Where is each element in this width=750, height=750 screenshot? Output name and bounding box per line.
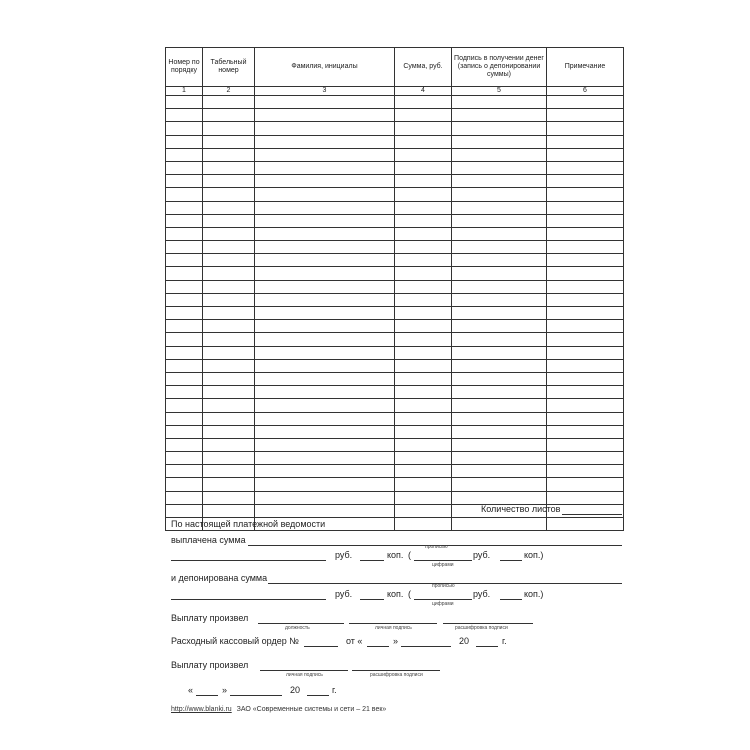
table-row xyxy=(166,320,624,333)
table-cell[interactable] xyxy=(452,333,547,346)
table-row xyxy=(166,307,624,320)
table-cell[interactable] xyxy=(203,175,255,188)
table-cell[interactable] xyxy=(452,161,547,174)
table-cell[interactable] xyxy=(395,241,452,254)
paid-digits-rub-label: руб. xyxy=(473,550,491,560)
table-cell[interactable] xyxy=(166,333,203,346)
table-cell[interactable] xyxy=(203,346,255,359)
table-cell[interactable] xyxy=(255,478,395,491)
table-cell[interactable] xyxy=(547,518,624,531)
table-cell[interactable] xyxy=(452,280,547,293)
table-cell[interactable] xyxy=(395,280,452,293)
table-cell[interactable] xyxy=(395,452,452,465)
col-header-note: Примечание xyxy=(547,48,624,87)
table-row xyxy=(166,109,624,122)
table-cell[interactable] xyxy=(255,267,395,280)
table-cell[interactable] xyxy=(547,307,624,320)
table-cell[interactable] xyxy=(203,438,255,451)
payment-statement-table xyxy=(165,47,624,531)
table-cell[interactable] xyxy=(255,161,395,174)
table-cell[interactable] xyxy=(547,412,624,425)
footer xyxy=(171,706,386,713)
table-cell[interactable] xyxy=(395,412,452,425)
table-cell[interactable] xyxy=(166,359,203,372)
table-row xyxy=(166,214,624,227)
deposited-amount-line-2[interactable] xyxy=(171,599,326,600)
table-cell[interactable] xyxy=(452,399,547,412)
propisyu-caption-2: прописью xyxy=(432,583,455,589)
table-cell[interactable] xyxy=(395,161,452,174)
table-cell[interactable] xyxy=(547,148,624,161)
table-cell[interactable] xyxy=(255,452,395,465)
table-cell[interactable] xyxy=(166,438,203,451)
table-cell[interactable] xyxy=(395,201,452,214)
table-cell[interactable] xyxy=(547,188,624,201)
table-cell[interactable] xyxy=(203,320,255,333)
decoding-caption-2: расшифровка подписи xyxy=(370,672,423,678)
table-row xyxy=(166,333,624,346)
table-cell[interactable] xyxy=(395,307,452,320)
table-cell[interactable] xyxy=(203,148,255,161)
table-cell[interactable] xyxy=(547,109,624,122)
signature-line-2[interactable] xyxy=(260,670,348,671)
col-number-5: 5 xyxy=(452,87,547,96)
table-cell[interactable] xyxy=(255,214,395,227)
table-row xyxy=(166,452,624,465)
table-cell[interactable] xyxy=(452,267,547,280)
paid-digits-kop-label: коп.) xyxy=(524,550,544,560)
table-row xyxy=(166,372,624,385)
col-header-signature: Подпись в получении денег (запись о депонировании суммы) xyxy=(452,48,547,87)
table-cell[interactable] xyxy=(255,359,395,372)
table-cell[interactable] xyxy=(547,293,624,306)
table-cell[interactable] xyxy=(547,122,624,135)
table-cell[interactable] xyxy=(395,372,452,385)
table-cell[interactable] xyxy=(255,320,395,333)
table-cell[interactable] xyxy=(203,399,255,412)
table-row xyxy=(166,412,624,425)
table-cell[interactable] xyxy=(452,359,547,372)
paid-rub-label: руб. xyxy=(335,550,353,560)
table-row xyxy=(166,254,624,267)
table-cell[interactable] xyxy=(166,478,203,491)
table-cell[interactable] xyxy=(395,122,452,135)
table-cell[interactable] xyxy=(452,425,547,438)
table-cell[interactable] xyxy=(395,227,452,240)
table-cell[interactable] xyxy=(166,148,203,161)
table-cell[interactable] xyxy=(452,478,547,491)
cash-order-number-line[interactable] xyxy=(304,646,338,647)
table-row xyxy=(166,122,624,135)
table-cell[interactable] xyxy=(203,254,255,267)
table-cell[interactable] xyxy=(547,359,624,372)
table-cell[interactable] xyxy=(255,175,395,188)
table-cell[interactable] xyxy=(203,280,255,293)
deposited-kop-label: коп. xyxy=(387,589,404,599)
signature-caption-2: личная подпись xyxy=(286,672,323,678)
table-cell[interactable] xyxy=(203,491,255,504)
table-cell[interactable] xyxy=(166,188,203,201)
paid-digits-kop-line[interactable] xyxy=(500,560,522,561)
footer-company: ЗАО «Современные системы и сети – 21 век» xyxy=(236,706,387,713)
table-row xyxy=(166,280,624,293)
table-cell[interactable] xyxy=(547,372,624,385)
statement-intro: По настоящей платежной ведомости xyxy=(171,519,326,529)
table-cell[interactable] xyxy=(395,504,452,517)
table-cell[interactable] xyxy=(547,161,624,174)
table-cell[interactable] xyxy=(395,148,452,161)
table-cell[interactable] xyxy=(547,333,624,346)
table-cell[interactable] xyxy=(203,478,255,491)
table-cell[interactable] xyxy=(255,425,395,438)
col-header-number: Номер по порядку xyxy=(166,48,203,87)
table-cell[interactable] xyxy=(255,438,395,451)
table-cell[interactable] xyxy=(255,465,395,478)
table-cell[interactable] xyxy=(395,109,452,122)
deposited-digits-rub-line[interactable] xyxy=(414,599,472,600)
table-cell[interactable] xyxy=(395,399,452,412)
table-cell[interactable] xyxy=(395,214,452,227)
table-cell[interactable] xyxy=(547,201,624,214)
cash-order-year-prefix: 20 xyxy=(459,636,470,646)
table-cell[interactable] xyxy=(203,372,255,385)
paid-digits-rub-line[interactable] xyxy=(414,560,472,561)
deposited-digits-rub-label: руб. xyxy=(473,589,491,599)
table-cell[interactable] xyxy=(547,280,624,293)
table-row xyxy=(166,267,624,280)
decoding-caption: расшифровка подписи xyxy=(455,625,508,631)
payment-made-label: Выплату произвел xyxy=(171,613,249,623)
table-cell[interactable] xyxy=(395,438,452,451)
table-cell[interactable] xyxy=(166,96,203,109)
table-cell[interactable] xyxy=(255,188,395,201)
date-quote-close: » xyxy=(222,685,228,695)
table-cell[interactable] xyxy=(452,293,547,306)
table-cell[interactable] xyxy=(547,175,624,188)
table-cell[interactable] xyxy=(166,254,203,267)
table-cell[interactable] xyxy=(255,491,395,504)
table-cell[interactable] xyxy=(166,320,203,333)
table-cell[interactable] xyxy=(547,135,624,148)
table-cell[interactable] xyxy=(547,465,624,478)
table-cell[interactable] xyxy=(203,122,255,135)
table-cell[interactable] xyxy=(452,96,547,109)
table-cell[interactable] xyxy=(203,214,255,227)
table-cell[interactable] xyxy=(547,478,624,491)
table-cell[interactable] xyxy=(255,412,395,425)
table-cell[interactable] xyxy=(166,280,203,293)
table-cell[interactable] xyxy=(547,227,624,240)
table-cell[interactable] xyxy=(547,346,624,359)
table-cell[interactable] xyxy=(203,241,255,254)
table-cell[interactable] xyxy=(203,161,255,174)
table-cell[interactable] xyxy=(395,320,452,333)
table-cell[interactable] xyxy=(203,359,255,372)
table-row xyxy=(166,227,624,240)
table-cell[interactable] xyxy=(452,412,547,425)
table-cell[interactable] xyxy=(166,214,203,227)
paid-kop-label: коп. xyxy=(387,550,404,560)
cash-order-day-line[interactable] xyxy=(367,646,389,647)
table-cell[interactable] xyxy=(452,372,547,385)
sheet-count-line[interactable] xyxy=(562,514,622,515)
table-cell[interactable] xyxy=(452,491,547,504)
table-cell[interactable] xyxy=(395,135,452,148)
table-row xyxy=(166,135,624,148)
tsiframi-caption: цифрами xyxy=(432,562,454,568)
col-header-name: Фамилия, инициалы xyxy=(255,48,395,87)
table-cell[interactable] xyxy=(203,188,255,201)
table-cell[interactable] xyxy=(166,452,203,465)
table-body xyxy=(166,96,624,531)
table-cell[interactable] xyxy=(452,254,547,267)
date-year-line[interactable] xyxy=(307,695,329,696)
col-number-3: 3 xyxy=(255,87,395,96)
col-header-tab-number: Табельный номер xyxy=(203,48,255,87)
table-cell[interactable] xyxy=(452,452,547,465)
table-row xyxy=(166,293,624,306)
signature-caption: личная подпись xyxy=(375,625,412,631)
table-cell[interactable] xyxy=(166,372,203,385)
table-cell[interactable] xyxy=(203,333,255,346)
table-row xyxy=(166,399,624,412)
table-cell[interactable] xyxy=(395,293,452,306)
table-cell[interactable] xyxy=(255,241,395,254)
table-cell[interactable] xyxy=(203,293,255,306)
table-cell[interactable] xyxy=(547,267,624,280)
tsiframi-caption-2: цифрами xyxy=(432,601,454,607)
table-cell[interactable] xyxy=(166,227,203,240)
table-cell[interactable] xyxy=(203,425,255,438)
table-cell[interactable] xyxy=(452,518,547,531)
table-cell[interactable] xyxy=(395,346,452,359)
table-cell[interactable] xyxy=(452,122,547,135)
table-row xyxy=(166,491,624,504)
table-cell[interactable] xyxy=(166,135,203,148)
propisyu-caption: прописью xyxy=(425,544,448,550)
position-line[interactable] xyxy=(258,623,344,624)
date-year-prefix: 20 xyxy=(290,685,301,695)
cash-order-month-line[interactable] xyxy=(401,646,451,647)
cash-order-label: Расходный кассовый ордер № xyxy=(171,636,299,646)
table-cell[interactable] xyxy=(395,359,452,372)
table-cell[interactable] xyxy=(166,122,203,135)
table-cell[interactable] xyxy=(452,201,547,214)
cash-order-from-label: от « xyxy=(346,636,363,646)
table-cell[interactable] xyxy=(255,280,395,293)
table-cell[interactable] xyxy=(452,175,547,188)
table-cell[interactable] xyxy=(547,438,624,451)
table-cell[interactable] xyxy=(203,307,255,320)
table-cell[interactable] xyxy=(166,465,203,478)
table-cell[interactable] xyxy=(255,333,395,346)
table-cell[interactable] xyxy=(547,96,624,109)
table-cell[interactable] xyxy=(203,267,255,280)
deposited-digits-kop-label: коп.) xyxy=(524,589,544,599)
table-cell[interactable] xyxy=(255,148,395,161)
table-cell[interactable] xyxy=(166,307,203,320)
table-cell[interactable] xyxy=(166,201,203,214)
table-cell[interactable] xyxy=(547,425,624,438)
deposited-amount-label: и депонирована сумма xyxy=(171,573,268,583)
table-cell[interactable] xyxy=(395,188,452,201)
table-cell[interactable] xyxy=(255,307,395,320)
table-row xyxy=(166,241,624,254)
cash-order-year-line[interactable] xyxy=(476,646,498,647)
table-cell[interactable] xyxy=(395,96,452,109)
table-cell[interactable] xyxy=(255,122,395,135)
table-cell[interactable] xyxy=(203,412,255,425)
position-caption: должность xyxy=(285,625,310,631)
col-number-1: 1 xyxy=(166,87,203,96)
date-month-line[interactable] xyxy=(230,695,282,696)
table-cell[interactable] xyxy=(255,399,395,412)
sheet-count-label: Количество листов xyxy=(481,504,561,514)
table-cell[interactable] xyxy=(547,241,624,254)
table-cell[interactable] xyxy=(395,478,452,491)
table-cell[interactable] xyxy=(166,425,203,438)
col-number-6: 6 xyxy=(547,87,624,96)
table-cell[interactable] xyxy=(203,227,255,240)
deposited-open-paren: ( xyxy=(408,589,411,599)
paid-amount-label: выплачена сумма xyxy=(171,535,246,545)
table-row xyxy=(166,188,624,201)
table-cell[interactable] xyxy=(166,412,203,425)
table-cell[interactable] xyxy=(166,346,203,359)
col-number-4: 4 xyxy=(395,87,452,96)
date-quote-open: « xyxy=(188,685,194,695)
table-cell[interactable] xyxy=(203,452,255,465)
table-cell[interactable] xyxy=(203,465,255,478)
table-cell[interactable] xyxy=(452,227,547,240)
table-cell[interactable] xyxy=(255,254,395,267)
signature-line[interactable] xyxy=(349,623,437,624)
table-cell[interactable] xyxy=(166,161,203,174)
table-row xyxy=(166,386,624,399)
table-cell[interactable] xyxy=(452,241,547,254)
table-cell[interactable] xyxy=(547,320,624,333)
table-cell[interactable] xyxy=(255,346,395,359)
table-row xyxy=(166,148,624,161)
table-cell[interactable] xyxy=(255,293,395,306)
cash-order-year-suffix: г. xyxy=(502,636,507,646)
table-cell[interactable] xyxy=(547,399,624,412)
table-row xyxy=(166,346,624,359)
table-row xyxy=(166,438,624,451)
table-row xyxy=(166,425,624,438)
table-cell[interactable] xyxy=(166,109,203,122)
table-row xyxy=(166,201,624,214)
table-cell[interactable] xyxy=(395,175,452,188)
cash-order-quote-close: » xyxy=(393,636,399,646)
table-cell[interactable] xyxy=(203,201,255,214)
table-cell[interactable] xyxy=(255,201,395,214)
table-cell[interactable] xyxy=(395,267,452,280)
table-cell[interactable] xyxy=(255,227,395,240)
table-cell[interactable] xyxy=(452,307,547,320)
decoding-line-2[interactable] xyxy=(352,670,440,671)
table-row xyxy=(166,175,624,188)
table-cell[interactable] xyxy=(203,135,255,148)
deposited-digits-kop-line[interactable] xyxy=(500,599,522,600)
table-cell[interactable] xyxy=(166,386,203,399)
paid-kop-line[interactable] xyxy=(360,560,384,561)
table-cell[interactable] xyxy=(203,96,255,109)
decoding-line[interactable] xyxy=(443,623,533,624)
table-cell[interactable] xyxy=(452,188,547,201)
table-cell[interactable] xyxy=(395,425,452,438)
table-cell[interactable] xyxy=(255,109,395,122)
deposited-kop-line[interactable] xyxy=(360,599,384,600)
table-row xyxy=(166,465,624,478)
table-cell[interactable] xyxy=(255,135,395,148)
date-year-suffix: г. xyxy=(332,685,337,695)
table-cell[interactable] xyxy=(547,491,624,504)
table-cell[interactable] xyxy=(452,320,547,333)
table-cell[interactable] xyxy=(166,293,203,306)
col-number-2: 2 xyxy=(203,87,255,96)
table-cell[interactable] xyxy=(395,518,452,531)
table-row xyxy=(166,96,624,109)
table-cell[interactable] xyxy=(166,267,203,280)
table-cell[interactable] xyxy=(166,175,203,188)
table-cell[interactable] xyxy=(452,346,547,359)
table-cell[interactable] xyxy=(452,465,547,478)
table-cell[interactable] xyxy=(547,254,624,267)
table-cell[interactable] xyxy=(166,504,203,517)
deposited-rub-label: руб. xyxy=(335,589,353,599)
table-cell[interactable] xyxy=(166,491,203,504)
table-cell[interactable] xyxy=(255,372,395,385)
table-cell[interactable] xyxy=(203,386,255,399)
table-row xyxy=(166,161,624,174)
table-cell[interactable] xyxy=(547,452,624,465)
paid-amount-line-2[interactable] xyxy=(171,560,326,561)
payment-made-label-2: Выплату произвел xyxy=(171,660,249,670)
table-cell[interactable] xyxy=(452,386,547,399)
table-cell[interactable] xyxy=(255,504,395,517)
table-cell[interactable] xyxy=(395,386,452,399)
table-cell[interactable] xyxy=(203,109,255,122)
col-header-amount: Сумма, руб. xyxy=(395,48,452,87)
table-cell[interactable] xyxy=(255,96,395,109)
table-cell[interactable] xyxy=(452,148,547,161)
table-cell[interactable] xyxy=(395,254,452,267)
table-cell[interactable] xyxy=(166,241,203,254)
date-day-line[interactable] xyxy=(196,695,218,696)
table-cell[interactable] xyxy=(255,386,395,399)
table-cell[interactable] xyxy=(452,135,547,148)
table-cell[interactable] xyxy=(395,333,452,346)
table-cell[interactable] xyxy=(452,214,547,227)
table-cell[interactable] xyxy=(166,399,203,412)
paid-open-paren: ( xyxy=(408,550,411,560)
table-cell[interactable] xyxy=(395,465,452,478)
table-cell[interactable] xyxy=(547,386,624,399)
table-cell[interactable] xyxy=(452,438,547,451)
table-cell[interactable] xyxy=(452,109,547,122)
table-row xyxy=(166,359,624,372)
table-cell[interactable] xyxy=(547,214,624,227)
footer-link[interactable]: http://www.blanki.ru xyxy=(171,706,232,713)
table-cell[interactable] xyxy=(395,491,452,504)
table-cell[interactable] xyxy=(203,504,255,517)
table-row xyxy=(166,478,624,491)
